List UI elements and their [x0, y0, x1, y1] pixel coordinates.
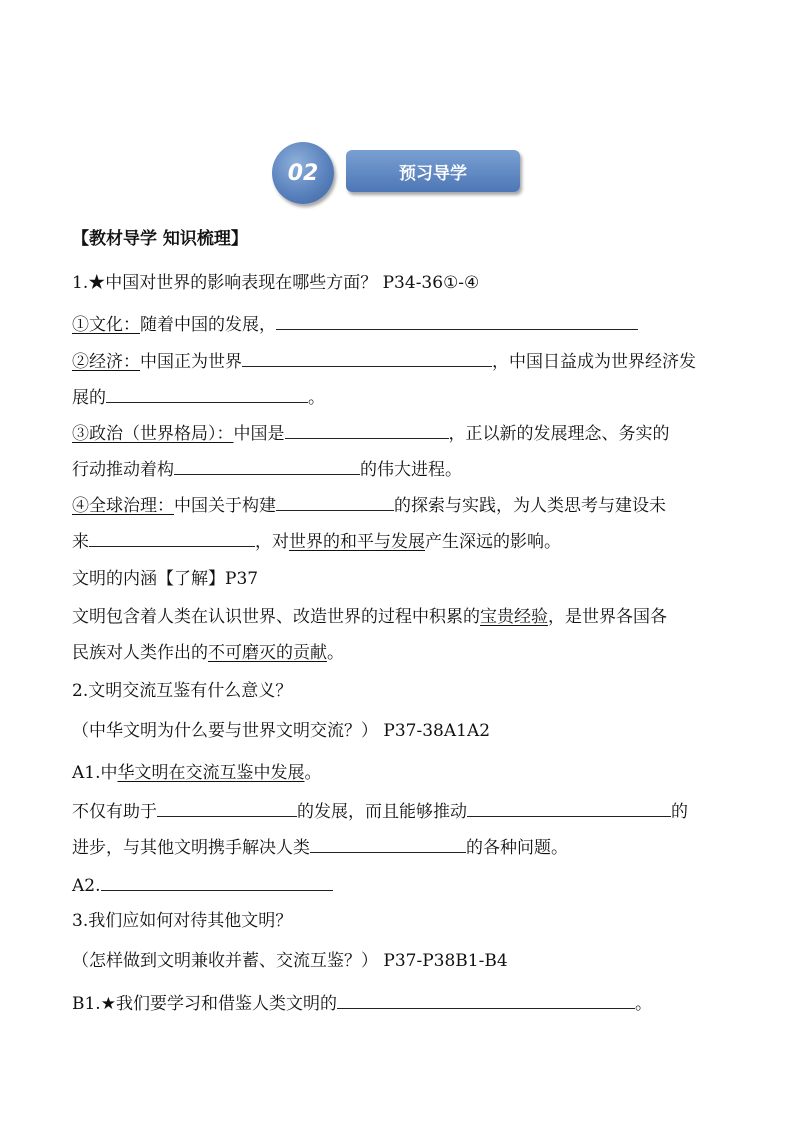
governance-text-6: 产生深远的影响。: [425, 532, 561, 552]
section-badge: [272, 142, 522, 202]
b1-end: 。: [634, 994, 652, 1014]
governance-label: ④全球治理：: [72, 496, 174, 516]
governance-text-4: ，对: [255, 532, 289, 552]
economy-text-2: ，中国日益成为世界经济发: [492, 352, 696, 372]
blank-a1-1[interactable]: [157, 798, 297, 817]
blank-culture[interactable]: [276, 311, 638, 330]
economy-label: ②经济：: [72, 352, 140, 372]
politics-label: ③政治（世界格局）：: [72, 424, 234, 444]
civ-meaning-line-2: [72, 642, 344, 664]
a1-text-2: 华文明在交流互鉴中发展: [117, 763, 305, 783]
blank-governance-2[interactable]: [89, 528, 255, 547]
a1-label: A1.: [72, 763, 101, 783]
politics-line-1: [72, 420, 670, 445]
culture-line: [72, 311, 638, 336]
question-3-sub: （怎样做到文明兼收并蓄、交流互鉴？） P37-P38B1-B4: [72, 951, 508, 971]
a1-line-3: [72, 834, 568, 859]
blank-a1-3[interactable]: [310, 834, 466, 853]
governance-line-1: [72, 492, 666, 517]
governance-text-5: 世界的和平与发展: [289, 532, 425, 552]
politics-text-4: 的伟大进程。: [360, 460, 462, 480]
civ-meaning-text-3: ，是世界各国各: [548, 607, 667, 627]
a1-line-2: [72, 798, 688, 823]
civ-meaning-text-6: 。: [327, 643, 344, 663]
section-heading: 【教材导学 知识梳理】: [72, 229, 248, 249]
civ-meaning-title: 文明的内涵【了解】P37: [72, 569, 259, 589]
blank-b1[interactable]: [337, 990, 635, 1009]
economy-text-3: 展的: [72, 388, 106, 408]
politics-text-2: ，正以新的发展理念、务实的: [448, 424, 670, 444]
blank-a1-2[interactable]: [467, 798, 671, 817]
civ-meaning-text-5: 不可磨灭的贡献: [208, 643, 327, 663]
governance-text-1: 中国关于构建: [174, 496, 276, 516]
blank-politics-1[interactable]: [285, 420, 449, 439]
question-2-sub: （中华文明为什么要与世界文明交流？） P37-38A1A2: [72, 721, 491, 741]
governance-line-2: [72, 528, 561, 553]
a1-text-7: 进步，与其他文明携手解决人类: [72, 838, 310, 858]
civ-meaning-text-4: 民族对人类作出的: [72, 643, 208, 663]
a1-text-5: 的发展，而且能够推动: [297, 802, 467, 822]
a1-text-8: 的各种问题。: [466, 838, 568, 858]
governance-text-2: 的探索与实践，为人类思考与建设未: [394, 496, 666, 516]
governance-text-3: 来: [72, 532, 89, 552]
culture-text: 随着中国的发展，: [140, 315, 276, 335]
economy-text-4: 。: [308, 388, 325, 408]
b1-label: B1.: [72, 994, 101, 1014]
civ-meaning-text-2: 宝贵经验: [480, 607, 548, 627]
a1-text-1: 中: [100, 763, 118, 783]
a2-line: [72, 872, 333, 897]
a1-text-4: 不仅有助于: [72, 802, 157, 822]
civ-meaning-line-1: [72, 606, 667, 628]
civ-meaning-text-1: 文明包含着人类在认识世界、改造世界的过程中积累的: [72, 607, 480, 627]
blank-economy-1[interactable]: [242, 348, 492, 367]
badge-title: 预习导学: [346, 150, 520, 192]
blank-economy-2[interactable]: [106, 384, 308, 403]
politics-text-1: 中国是: [233, 424, 285, 444]
a2-label: A2.: [72, 876, 101, 896]
b1-line: [72, 990, 652, 1015]
a1-text-6: 的: [671, 802, 688, 822]
blank-a2[interactable]: [101, 872, 333, 891]
question-3: 3.我们应如何对待其他文明？: [72, 911, 293, 931]
economy-line-1: [72, 348, 696, 373]
question-2: 2.文明交流互鉴有什么意义？: [72, 681, 293, 701]
culture-label: ①文化：: [72, 315, 140, 335]
a1-line-1: [72, 762, 322, 784]
blank-governance-1[interactable]: [276, 492, 394, 511]
blank-politics-2[interactable]: [174, 456, 360, 475]
politics-text-3: 行动推动着构: [72, 460, 174, 480]
b1-text: ★我们要学习和借鉴人类文明的: [100, 994, 337, 1014]
economy-text-1: 中国正为世界: [140, 352, 242, 372]
question-1: 1.★中国对世界的影响表现在哪些方面？ P34-36①-④: [72, 273, 480, 293]
economy-line-2: [72, 384, 325, 409]
politics-line-2: [72, 456, 462, 481]
badge-number: 02: [272, 142, 334, 204]
a1-text-3: 。: [304, 763, 322, 783]
